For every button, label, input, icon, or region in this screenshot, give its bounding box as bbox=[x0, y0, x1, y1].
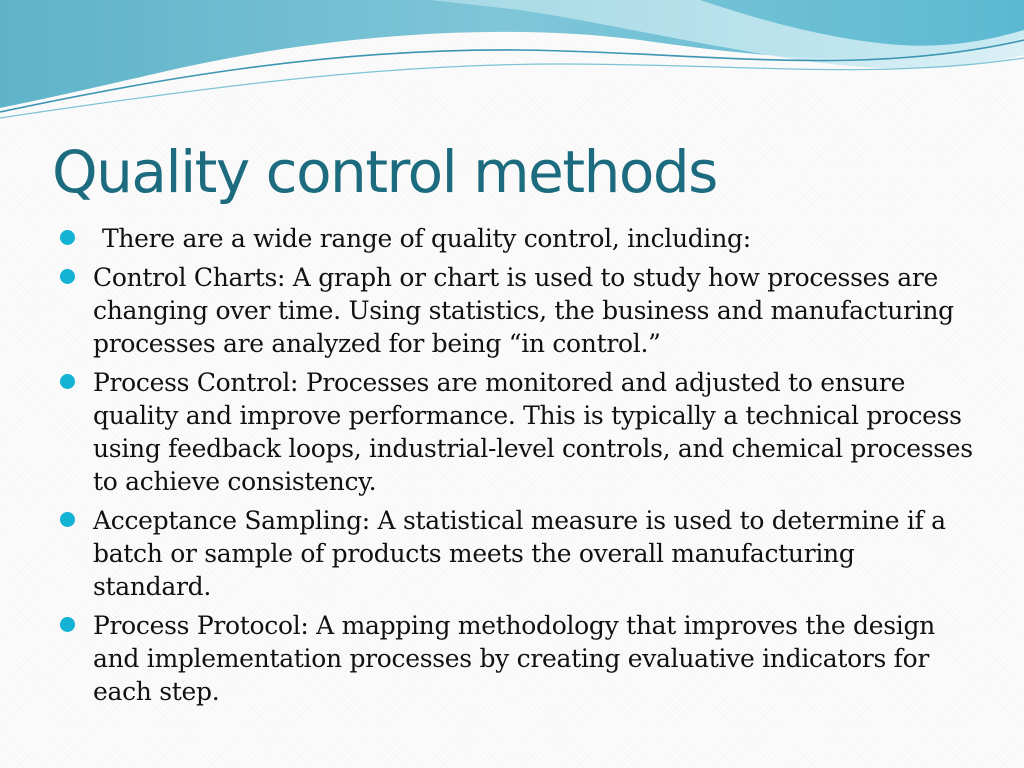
bullet-item bbox=[58, 609, 973, 708]
bullet-dot-icon bbox=[60, 512, 75, 527]
bullet-text: Control Charts: A graph or chart is used to study how processes are changing over time. Using statistics, the business and manufacturing processes are analyzed for being “in control.” bbox=[93, 263, 954, 358]
bullet-text: There are a wide range of quality control, including: bbox=[102, 224, 751, 253]
slide-title: Quality control methods bbox=[52, 138, 717, 206]
bullet-dot-icon bbox=[60, 617, 75, 632]
bullet-text: Acceptance Sampling: A statistical measure is used to determine if a batch or sample of products meets the overall manufacturing standard. bbox=[93, 506, 946, 601]
bullet-item bbox=[58, 222, 973, 255]
bullet-dot-icon bbox=[60, 374, 75, 389]
bullet-text: Process Control: Processes are monitored and adjusted to ensure quality and improve performance. This is typically a technical process using feedback loops, industrial-level controls, and chemical processes to achieve consistency. bbox=[93, 368, 973, 496]
bullet-dot-icon bbox=[60, 230, 75, 245]
bullet-dot-icon bbox=[60, 269, 75, 284]
bullet-text: Process Protocol: A mapping methodology that improves the design and implementation processes by creating evaluative indicators for each step. bbox=[93, 611, 935, 706]
bullet-list bbox=[58, 222, 973, 714]
bullet-item bbox=[58, 261, 973, 360]
header-wave-decoration bbox=[0, 0, 1024, 125]
bullet-item bbox=[58, 366, 973, 498]
bullet-item bbox=[58, 504, 973, 603]
